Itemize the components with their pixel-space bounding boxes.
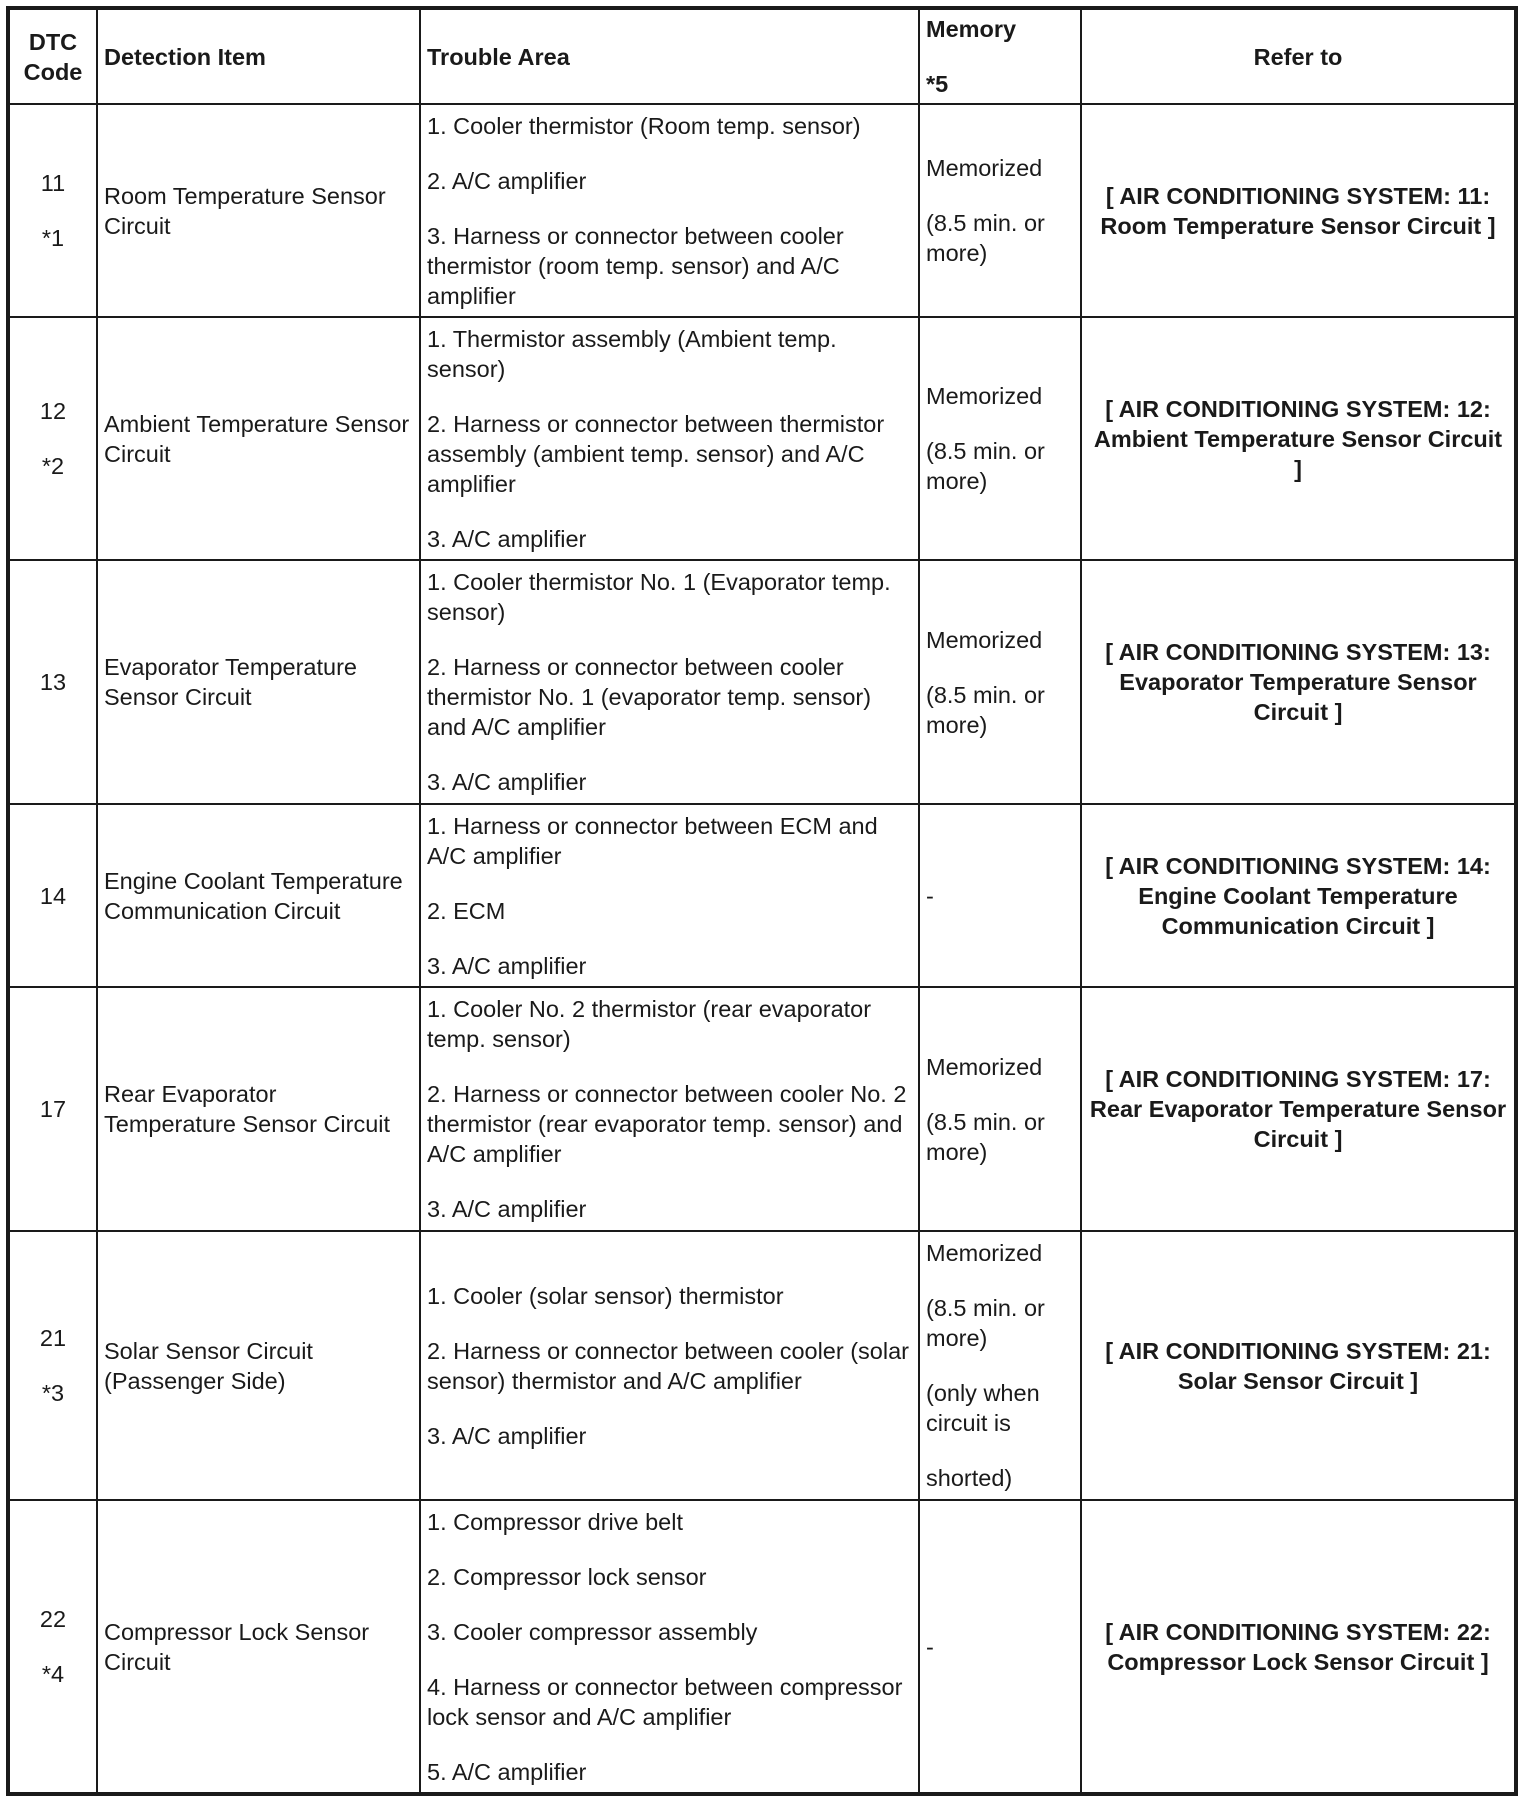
trouble-area-item: 5. A/C amplifier	[427, 1758, 587, 1785]
trouble-area-item: 3. A/C amplifier	[427, 769, 587, 795]
trouble-area-cell	[420, 804, 919, 987]
header-refer-to: Refer to	[1081, 8, 1516, 104]
detection-item: Compressor Lock Sensor Circuit	[104, 1618, 370, 1675]
trouble-area-item: 2. Harness or connector between cooler (solar sensor) thermistor and A/C amplifier	[427, 1337, 909, 1394]
detection-item-cell	[97, 317, 420, 560]
refer-to-cell	[1081, 317, 1516, 560]
dtc-code: 11	[40, 170, 66, 196]
trouble-area-cell	[420, 560, 919, 804]
header-memory-label: Memory	[926, 16, 1017, 42]
dtc-code-cell	[8, 560, 97, 804]
memory-line: Memorized	[926, 155, 1043, 181]
refer-to-cell	[1081, 804, 1516, 987]
detection-item: Ambient Temperature Sensor Circuit	[104, 410, 410, 467]
refer-to-link: [ AIR CONDITIONING SYSTEM: 12: Ambient Temperature Sensor Circuit ]	[1093, 395, 1503, 482]
dtc-code: 21	[39, 1325, 67, 1351]
dtc-code-note: *1	[41, 225, 65, 251]
trouble-area-item: 1. Cooler thermistor No. 1 (Evaporator temp. sensor)	[427, 569, 891, 625]
trouble-area-item: 2. Harness or connector between thermistor assembly (ambient temp. sensor) and A/C amplifier	[427, 410, 885, 497]
header-memory	[919, 8, 1081, 104]
refer-to-cell	[1081, 1231, 1516, 1500]
refer-to-link: [ AIR CONDITIONING SYSTEM: 11: Room Temperature Sensor Circuit ]	[1100, 182, 1496, 239]
memory-cell	[919, 1500, 1081, 1794]
dtc-code: 14	[39, 882, 67, 909]
detection-item-cell	[97, 1231, 420, 1500]
trouble-area-item: 2. ECM	[427, 897, 506, 924]
trouble-area-cell	[420, 987, 919, 1231]
header-detection-item: Detection Item	[97, 8, 420, 104]
header-memory-note: *5	[926, 71, 949, 97]
dtc-code-cell	[8, 1500, 97, 1794]
detection-item: Room Temperature Sensor Circuit	[104, 182, 386, 239]
refer-to-link: [ AIR CONDITIONING SYSTEM: 22: Compressor Lock Sensor Circuit ]	[1105, 1618, 1491, 1675]
trouble-area-item: 3. A/C amplifier	[427, 1422, 587, 1449]
dtc-code-cell	[8, 987, 97, 1231]
memory-line: (8.5 min. or more)	[926, 438, 1045, 494]
trouble-area-cell	[420, 1500, 919, 1794]
dtc-code: 17	[39, 1096, 67, 1122]
trouble-area-item: 4. Harness or connector between compressor lock sensor and A/C amplifier	[427, 1673, 903, 1730]
detection-item: Evaporator Temperature Sensor Circuit	[104, 654, 357, 710]
dtc-code-cell	[8, 804, 97, 987]
dtc-code-cell	[8, 104, 97, 317]
dtc-code-note: *2	[41, 453, 65, 479]
memory-line: Memorized	[926, 383, 1043, 409]
trouble-area-cell	[420, 317, 919, 560]
memory-cell	[919, 317, 1081, 560]
trouble-area-item: 3. A/C amplifier	[427, 1196, 587, 1222]
refer-to-cell	[1081, 104, 1516, 317]
refer-to-link: [ AIR CONDITIONING SYSTEM: 17: Rear Evaporator Temperature Sensor Circuit ]	[1089, 1066, 1507, 1152]
dtc-code: 12	[39, 398, 67, 424]
detection-item: Solar Sensor Circuit (Passenger Side)	[104, 1337, 313, 1394]
refer-to-link: [ AIR CONDITIONING SYSTEM: 13: Evaporator Temperature Sensor Circuit ]	[1105, 639, 1491, 725]
detection-item-cell	[97, 560, 420, 804]
table-row	[8, 560, 1516, 804]
memory-line: (only when circuit is	[926, 1380, 1040, 1436]
memory-cell	[919, 560, 1081, 804]
memory-cell	[919, 104, 1081, 317]
table-row	[8, 104, 1516, 317]
trouble-area-item: 3. A/C amplifier	[427, 952, 587, 979]
trouble-area-cell	[420, 104, 919, 317]
trouble-area-item: 1. Cooler (solar sensor) thermistor	[427, 1282, 784, 1309]
trouble-area-item: 1. Thermistor assembly (Ambient temp. sensor)	[427, 325, 837, 382]
trouble-area-item: 1. Cooler No. 2 thermistor (rear evaporator temp. sensor)	[427, 996, 872, 1052]
dtc-code: 13	[39, 669, 67, 695]
table-row	[8, 987, 1516, 1231]
trouble-area-item: 2. Compressor lock sensor	[427, 1563, 707, 1590]
header-row	[8, 8, 1516, 104]
memory-line: Memorized	[926, 1240, 1043, 1266]
table-row	[8, 1500, 1516, 1794]
trouble-area-item: 3. A/C amplifier	[427, 525, 587, 552]
detection-item-cell	[97, 804, 420, 987]
trouble-area-item: 3. Harness or connector between cooler thermistor (room temp. sensor) and A/C amplifier	[427, 222, 844, 309]
detection-item: Rear Evaporator Temperature Sensor Circuit	[104, 1081, 391, 1137]
detection-item-cell	[97, 104, 420, 317]
memory-line: (8.5 min. or more)	[926, 1295, 1045, 1351]
table-row	[8, 317, 1516, 560]
memory-line: -	[926, 882, 934, 909]
refer-to-cell	[1081, 1500, 1516, 1794]
detection-item-cell	[97, 1500, 420, 1794]
memory-cell	[919, 987, 1081, 1231]
table-row	[8, 1231, 1516, 1500]
memory-line: (8.5 min. or more)	[926, 681, 1045, 738]
refer-to-cell	[1081, 987, 1516, 1231]
memory-line: (8.5 min. or more)	[926, 210, 1045, 266]
trouble-area-item: 1. Cooler thermistor (Room temp. sensor)	[427, 112, 861, 139]
memory-line: Memorized	[926, 1053, 1043, 1080]
table-body	[8, 104, 1516, 1794]
trouble-area-item: 3. Cooler compressor assembly	[427, 1618, 758, 1645]
memory-line: shorted)	[926, 1465, 1013, 1491]
dtc-code-cell	[8, 1231, 97, 1500]
refer-to-link: [ AIR CONDITIONING SYSTEM: 14: Engine Coolant Temperature Communication Circuit ]	[1105, 852, 1491, 939]
trouble-area-item: 1. Harness or connector between ECM and A/C amplifier	[427, 812, 878, 869]
detection-item-cell	[97, 987, 420, 1231]
dtc-code-cell	[8, 317, 97, 560]
dtc-table	[6, 6, 1518, 1796]
detection-item: Engine Coolant Temperature Communication Circuit	[104, 867, 403, 924]
refer-to-link: [ AIR CONDITIONING SYSTEM: 21: Solar Sensor Circuit ]	[1105, 1337, 1491, 1394]
memory-line: Memorized	[926, 626, 1043, 653]
memory-cell	[919, 804, 1081, 987]
dtc-code-note: *4	[41, 1661, 65, 1687]
header-dtc-code: DTC Code	[8, 8, 97, 104]
trouble-area-cell	[420, 1231, 919, 1500]
table-row	[8, 804, 1516, 987]
memory-cell	[919, 1231, 1081, 1500]
dtc-code: 22	[39, 1606, 67, 1632]
dtc-code-note: *3	[41, 1380, 65, 1406]
trouble-area-item: 1. Compressor drive belt	[427, 1508, 683, 1535]
trouble-area-item: 2. A/C amplifier	[427, 167, 587, 194]
trouble-area-item: 2. Harness or connector between cooler thermistor No. 1 (evaporator temp. sensor) and A/C amplifier	[427, 654, 872, 740]
memory-line: (8.5 min. or more)	[926, 1108, 1045, 1165]
memory-line: -	[926, 1633, 934, 1660]
header-trouble-area: Trouble Area	[420, 8, 919, 104]
refer-to-cell	[1081, 560, 1516, 804]
trouble-area-item: 2. Harness or connector between cooler No. 2 thermistor (rear evaporator temp. sensor) and A/C amplifier	[427, 1081, 907, 1167]
